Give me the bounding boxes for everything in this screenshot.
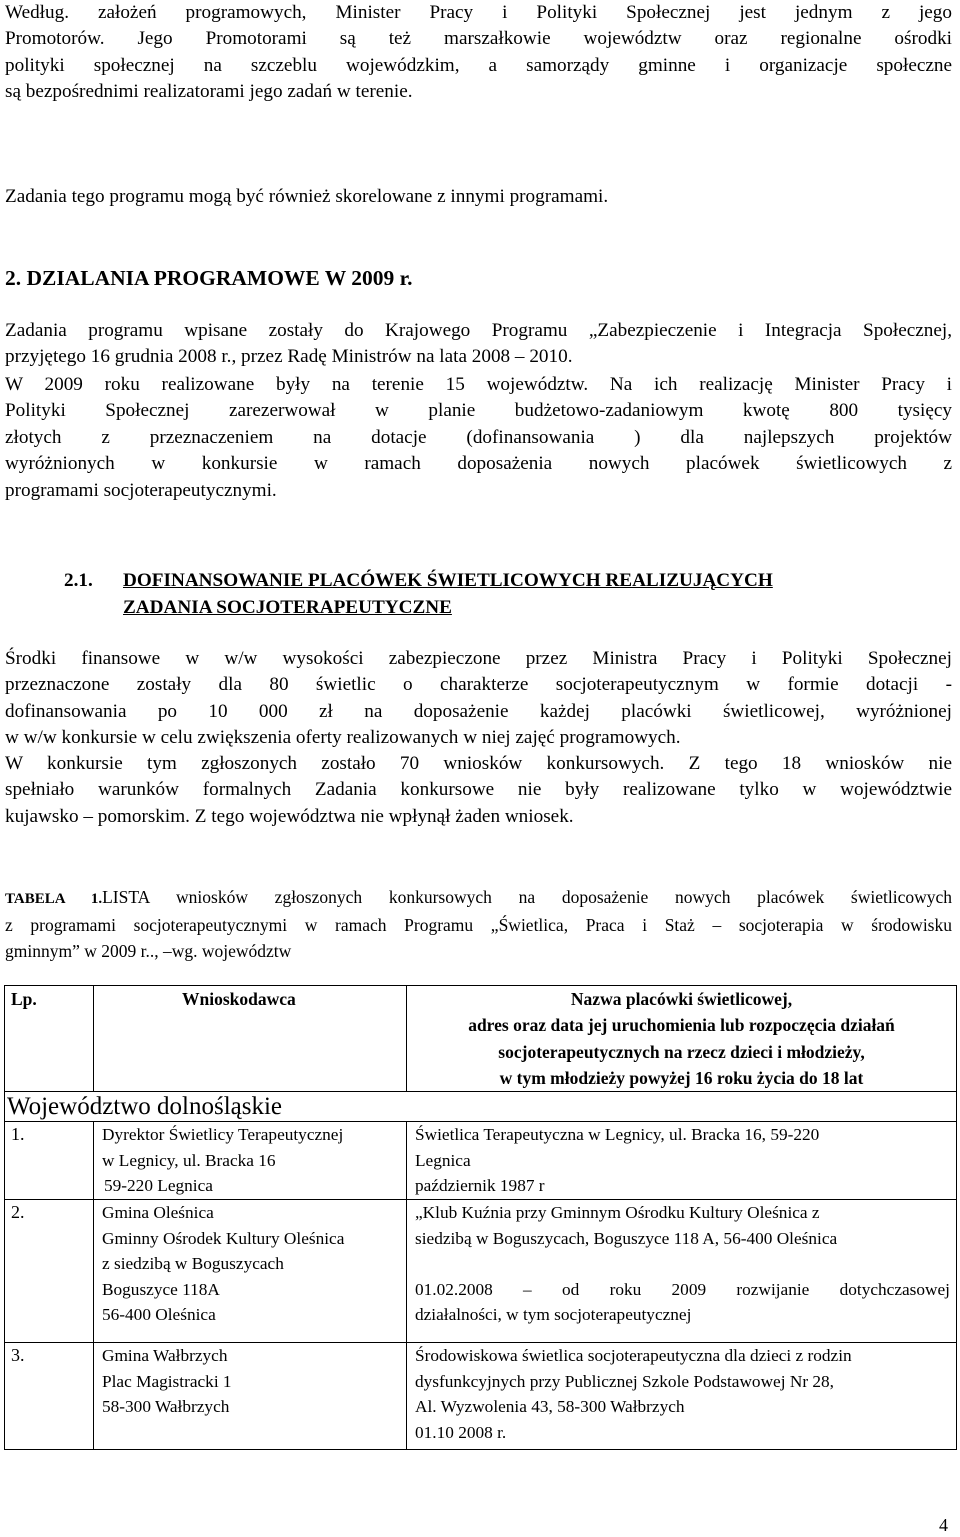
paragraph-program-promoters [5,0,952,106]
text-line: złotych z przeznaczeniem na dotacje (dofinansowania ) dla najlepszych projektów [5,426,952,448]
table-label: TABELA 1. [5,891,103,907]
paragraph-competition [5,751,952,830]
table-row [5,1342,957,1449]
text-line: dofinansowania po 10 000 zł na doposażenie każdej placówki świetlicowej, wyróżnionej [5,700,952,722]
text-line: W 2009 roku realizowane były na terenie 15 województw. Na ich realizację Minister Pracy i [5,374,952,395]
row-applicant: Gmina Oleśnica Gminny Ośrodek Kultury Oleśnica z siedzibą w Boguszycach Boguszyce 118A 56-400 Oleśnica [94,1199,407,1342]
caption-line: TABELA 1.LISTA wniosków zgłoszonych konkursowych na doposażenie nowych placówek świetlicowych [5,887,953,907]
header-applicant: Wnioskodawca [94,986,407,1092]
text-line: Polityki Społecznej zarezerwował w planie budżetowo-zadaniowym kwotę 800 tysięcy [5,400,952,422]
text-line: kujawsko – pomorskim. Z tego województwa nie wpłynął żaden wniosek. [5,805,574,827]
section-heading-2: 2. DZIALANIA PROGRAMOWE W 2009 r. [5,266,413,290]
row-facility: „Klub Kuźnia przy Gminnym Ośrodku Kultury Oleśnica z siedzibą w Boguszycach, Boguszyce 118 A, 56-400 Oleśnica 01.02.2008 – od roku 2009 rozwijanie dotychczasowej działalności, w tym socjoterapeutycznej [407,1199,957,1342]
text-line: Środki finansowe w w/w wysokości zabezpieczone przez Ministra Pracy i Polityki Społecznej [5,648,952,669]
section-heading-2-1 [123,568,943,621]
page-number: 4 [939,1515,948,1535]
paragraph-realization-2009 [5,372,952,504]
table-row [5,1122,957,1200]
table-caption [5,884,952,964]
paragraph-funding [5,646,952,752]
table-region-row [5,1092,957,1122]
applications-table [4,985,957,1450]
text-line: Według. założeń programowych, Minister Pracy i Polityki Społecznej jest jednym z jego [5,2,952,23]
text-line: programami socjoterapeutycznymi. [5,479,277,501]
row-lp: 1. [5,1122,94,1200]
row-applicant: Dyrektor Świetlicy Terapeutycznej w Legnicy, ul. Bracka 16 59-220 Legnica [94,1122,407,1200]
region-label: Województwo dolnośląskie [5,1092,957,1122]
paragraph-correlation [5,184,952,210]
table-row [5,1199,957,1342]
caption-line: z programami socjoterapeutycznymi w ramach Programu „Świetlica, Praca i Staż – socjoterapia w środowisku [5,915,952,935]
paragraph-national-program [5,318,952,371]
text-line: w w/w konkursie w celu zwiększenia oferty realizowanych w niej zajęć programowych. [5,727,681,749]
text-line: W konkursie tym zgłoszonych zostało 70 wniosków konkursowych. Z tego 18 wniosków nie [5,753,952,774]
row-facility: Środowiskowa świetlica socjoterapeutyczna dla dzieci z rodzin dysfunkcyjnych przy Publicznej Szkole Podstawowej Nr 28, Al. Wyzwolenia 43, 58-300 Wałbrzych 01.10 2008 r. [407,1342,957,1449]
heading-line: DOFINANSOWANIE PLACÓWEK ŚWIETLICOWYCH REALIZUJĄCYCH [123,570,773,591]
header-lp: Lp. [5,986,94,1092]
text-line: przyjętego 16 grudnia 2008 r., przez Radę Ministrów na lata 2008 – 2010. [5,346,573,368]
heading-line: ZADANIA SOCJOTERAPEUTYCZNE [123,596,452,618]
text-line: spełniało warunków formalnych Zadania konkursowe nie były realizowane tylko w województwie [5,779,952,801]
row-lp: 3. [5,1342,94,1449]
row-applicant: Gmina Wałbrzych Plac Magistracki 1 58-300 Wałbrzych [94,1342,407,1449]
text-line: są bezpośrednimi realizatorami jego zadań w terenie. [5,81,413,103]
row-facility: Świetlica Terapeutyczna w Legnicy, ul. Bracka 16, 59-220 Legnica październik 1987 r [407,1122,957,1200]
text-line: Zadania programu wpisane zostały do Krajowego Programu „Zabezpieczenie i Integracja Społecznej, [5,320,952,341]
row-lp: 2. [5,1199,94,1342]
caption-line: gminnym” w 2009 r.., –wg. województw [5,941,292,961]
text-line: Promotorów. Jego Promotorami są też marszałkowie województw oraz regionalne ośrodki [5,28,952,50]
text-line: wyróżnionych w konkursie w ramach doposażenia nowych placówek świetlicowych z [5,453,952,475]
table-header-row [5,986,957,1092]
text-line: przeznaczone zostały dla 80 świetlic o charakterze socjoterapeutycznym w formie dotacji - [5,674,952,696]
text-line: Zadania tego programu mogą być również skorelowane z innymi programami. [5,186,609,207]
header-facility: Nazwa placówki świetlicowej, adres oraz data jej uruchomienia lub rozpoczęcia działań socjoterapeutycznych na rzecz dzieci i młodzieży, w tym młodzieży powyżej 16 roku życia do 18 lat [407,986,957,1092]
text-line: polityki społecznej na szczeblu wojewódzkim, a samorządy gminne i organizacje społeczne [5,54,952,76]
section-heading-2-1-number: 2.1. [64,570,93,591]
